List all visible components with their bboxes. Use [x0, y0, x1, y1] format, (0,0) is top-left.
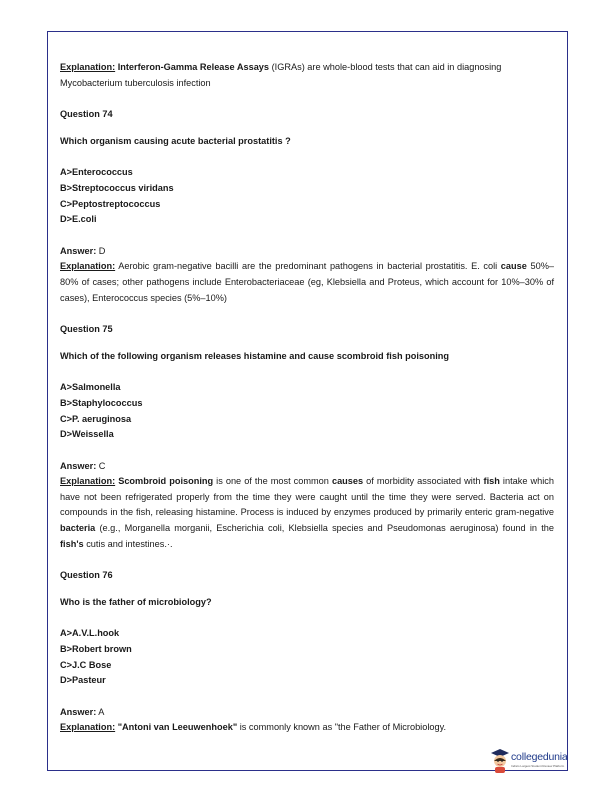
explanation-text: 50%–80% of cases; other pathogens include Enterobacteriaceae (eg, Klebsiella and Proteus, which account for 10%–30% of cases), Enterococcus species (5%–10%) — [60, 261, 554, 303]
option-d: D>Weissella — [60, 429, 114, 440]
question-75-answer — [60, 459, 554, 475]
option-d: D>E.coli — [60, 214, 97, 225]
question-74-heading: Question 74 — [60, 109, 113, 120]
collegedunia-logo — [489, 745, 569, 775]
option-a: A>Salmonella — [60, 382, 121, 393]
question-76-text: Who is the father of microbiology? — [60, 596, 212, 607]
explanation-text: Aerobic gram-negative bacilli are the predominant pathogens in bacterial prostatitis. E. coli — [115, 261, 501, 272]
option-a: A>A.V.L.hook — [60, 628, 120, 639]
answer-label: Answer: — [60, 460, 97, 471]
graduate-mascot-icon — [489, 747, 511, 773]
page-content — [60, 60, 554, 736]
explanation-label: Explanation: — [60, 62, 116, 72]
explanation-term: Interferon-Gamma Release Assays — [117, 62, 270, 72]
question-75-heading: Question 75 — [60, 324, 113, 335]
explanation-label: Explanation: — [60, 722, 116, 733]
option-b: B>Streptococcus viridans — [60, 182, 174, 193]
option-c: C>P. aeruginosa — [60, 413, 132, 424]
question-75-options — [60, 380, 554, 442]
answer-value: D — [96, 245, 106, 256]
question-75-text: Which of the following organism releases histamine and cause scombroid fish poisoning — [60, 350, 449, 361]
option-b: B>Robert brown — [60, 644, 132, 655]
question-74-answer — [60, 244, 554, 260]
answer-label: Answer: — [60, 706, 97, 717]
explanation-label: Explanation: — [60, 261, 116, 272]
explanation-bold: cause — [500, 261, 527, 272]
option-d: D>Pasteur — [60, 675, 106, 686]
answer-value: C — [96, 460, 106, 471]
option-c: C>Peptostreptococcus — [60, 198, 161, 209]
option-c: C>J.C Bose — [60, 659, 112, 670]
question-76-options — [60, 626, 554, 688]
option-b: B>Staphylococcus — [60, 397, 143, 408]
question-76-heading: Question 76 — [60, 570, 113, 581]
answer-value: A — [96, 706, 105, 717]
question-76-explanation — [60, 720, 554, 736]
question-75-explanation: Explanation: Scombroid poisoning is one of the most common causes of morbidity associated with fish intake which have not been refrigerated properly from the time they were caught until the time they were served. Bacteria act on compounds in the fish, releasing histamine. Process is induced by enzymes produced by primarily enteric gram-negative bacteria (e.g., Morganella morganii, Escherichia coli, Klebsiella species and Pseudomonas aeruginosa) found in the fish's cutis and intestines.·. — [60, 476, 554, 549]
brand-tagline: India's Largest Student Review Platform — [511, 764, 565, 768]
q73-explanation — [60, 60, 554, 91]
explanation-label: Explanation: — [60, 476, 116, 487]
question-74-explanation — [60, 259, 554, 306]
question-74-text: Which organism causing acute bacterial prostatitis ? — [60, 135, 291, 146]
explanation-text: is commonly known as "the Father of Microbiology. — [237, 722, 447, 733]
explanation-text: (IGRAs) are whole-blood tests that can aid in diagnosing Mycobacterium tuberculosis infection — [60, 62, 502, 88]
option-a: A>Enterococcus — [60, 167, 133, 178]
question-74-options — [60, 165, 554, 227]
question-76-answer — [60, 705, 554, 721]
explanation-bold: "Antoni van Leeuwenhoek" — [115, 722, 238, 733]
brand-name: collegedunia — [511, 751, 568, 763]
answer-label: Answer: — [60, 245, 97, 256]
